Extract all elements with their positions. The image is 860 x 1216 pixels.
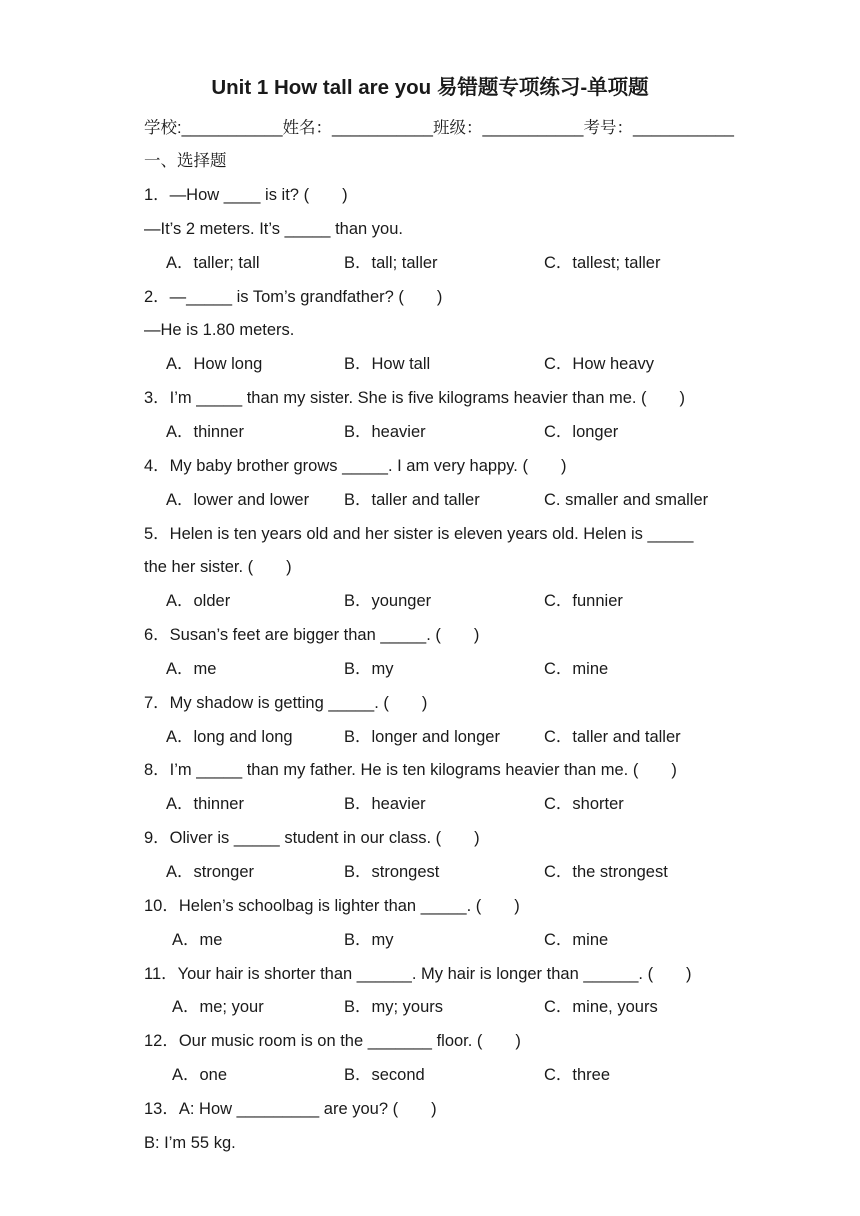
question-11-option-c[interactable]: C．mine, yours — [544, 998, 658, 1017]
question-5-option-c[interactable]: C．funnier — [544, 592, 623, 611]
question-6-options — [0, 658, 860, 680]
question-7-option-a[interactable]: A．long and long — [166, 727, 293, 746]
question-3-option-b[interactable]: B．heavier — [344, 422, 426, 441]
question-7-option-b[interactable]: B．longer and longer — [344, 727, 500, 746]
question-10-line-1: 10．Helen’s schoolbag is lighter than _____. ( ) — [144, 896, 520, 915]
question-6-option-c[interactable]: C．mine — [544, 659, 609, 678]
question-8-line-1: 8．I’m _____ than my father. He is ten kilograms heavier than me. ( ) — [144, 761, 677, 780]
info-fields — [144, 117, 734, 139]
question-9-option-b[interactable]: B．strongest — [344, 863, 440, 881]
question-10-option-b[interactable]: B．my — [344, 930, 394, 949]
question-2-option-a[interactable]: A．How long — [166, 355, 263, 374]
question-9-line-1: 9．Oliver is _____ student in our class. ( ) — [144, 829, 480, 848]
question-10-options — [0, 929, 860, 951]
question-6-option-a[interactable]: A．me — [166, 659, 217, 678]
question-12-options — [0, 1064, 860, 1086]
question-5-option-a[interactable]: A．older — [166, 592, 231, 611]
question-2-options — [0, 353, 860, 375]
question-8-options — [0, 793, 860, 815]
question-5-line-1: 5．Helen is ten years old and her sister is eleven years old. Helen is _____ — [144, 524, 694, 543]
question-12-option-c[interactable]: C．three — [544, 1066, 611, 1085]
question-7-option-c[interactable]: C．taller and taller — [544, 727, 681, 746]
question-2-option-c[interactable]: C．How heavy — [544, 355, 655, 374]
question-4-option-b[interactable]: B．taller and taller — [344, 490, 480, 509]
question-4-option-a[interactable]: A．lower and lower — [166, 490, 310, 509]
question-13-line-1: 13．A: How _________ are you? ( ) — [144, 1099, 437, 1118]
question-5-options — [0, 590, 860, 612]
question-2-line-2: —He is 1.80 meters. — [144, 321, 295, 340]
question-13-line-2: B: I’m 55 kg. — [144, 1133, 236, 1152]
question-6-line-1: 6．Susan’s feet are bigger than _____. ( ) — [144, 626, 480, 645]
question-2-line-1: 2．—_____ is Tom’s grandfather? ( ) — [144, 287, 443, 306]
section-heading: 一、选择题 — [144, 152, 227, 170]
question-11-option-b[interactable]: B．my; yours — [344, 998, 444, 1017]
question-12-option-a[interactable]: A．one — [172, 1066, 228, 1085]
question-5-line-2: the her sister. ( ) — [144, 558, 292, 577]
question-3-option-a[interactable]: A．thinner — [166, 422, 244, 441]
question-7-options — [0, 726, 860, 748]
question-1-line-2: —It’s 2 meters. It’s _____ than you. — [144, 219, 403, 238]
question-1-option-a[interactable]: A．taller; tall — [166, 253, 260, 272]
question-5-option-b[interactable]: B．younger — [344, 592, 432, 611]
question-3-option-c[interactable]: C．longer — [544, 422, 619, 441]
name-field: 姓名：___________ — [282, 119, 433, 137]
class-field: 班级：___________ — [432, 119, 584, 137]
question-9-options — [0, 861, 860, 883]
question-1-line-1: 1．—How ____ is it? ( ) — [144, 186, 348, 204]
question-1-option-b[interactable]: B．tall; taller — [344, 253, 438, 272]
question-1-options — [0, 252, 860, 274]
question-2-option-b[interactable]: B．How tall — [344, 355, 431, 374]
page-title: Unit 1 How tall are you 易错题专项练习-单项题 — [211, 76, 649, 99]
question-11-option-a[interactable]: A．me; your — [172, 998, 264, 1017]
exam-number-field: 考号：___________ — [583, 119, 734, 137]
question-3-options — [0, 421, 860, 443]
question-7-line-1: 7．My shadow is getting _____. ( ) — [144, 693, 428, 712]
question-11-line-1: 11．Your hair is shorter than ______. My hair is longer than ______. ( ) — [144, 964, 692, 983]
question-9-option-c[interactable]: C．the strongest — [544, 863, 668, 881]
school-field: 学校:___________ — [144, 119, 283, 137]
question-9-option-a[interactable]: A．stronger — [166, 863, 255, 881]
question-4-options — [0, 489, 860, 511]
question-11-options — [0, 996, 860, 1018]
question-1-option-c[interactable]: C．tallest; taller — [544, 253, 661, 272]
question-8-option-c[interactable]: C．shorter — [544, 795, 624, 814]
question-8-option-a[interactable]: A．thinner — [166, 795, 244, 814]
question-4-line-1: 4．My baby brother grows _____. I am very happy. ( ) — [144, 456, 567, 475]
question-3-line-1: 3．I’m _____ than my sister. She is five kilograms heavier than me. ( ) — [144, 389, 686, 408]
question-10-option-a[interactable]: A．me — [172, 930, 223, 949]
question-8-option-b[interactable]: B．heavier — [344, 795, 426, 814]
question-6-option-b[interactable]: B．my — [344, 659, 394, 678]
question-4-option-c[interactable]: C. smaller and smaller — [544, 490, 709, 509]
question-12-option-b[interactable]: B．second — [344, 1066, 425, 1085]
question-12-line-1: 12．Our music room is on the _______ floor. ( ) — [144, 1032, 521, 1051]
question-10-option-c[interactable]: C．mine — [544, 930, 609, 949]
